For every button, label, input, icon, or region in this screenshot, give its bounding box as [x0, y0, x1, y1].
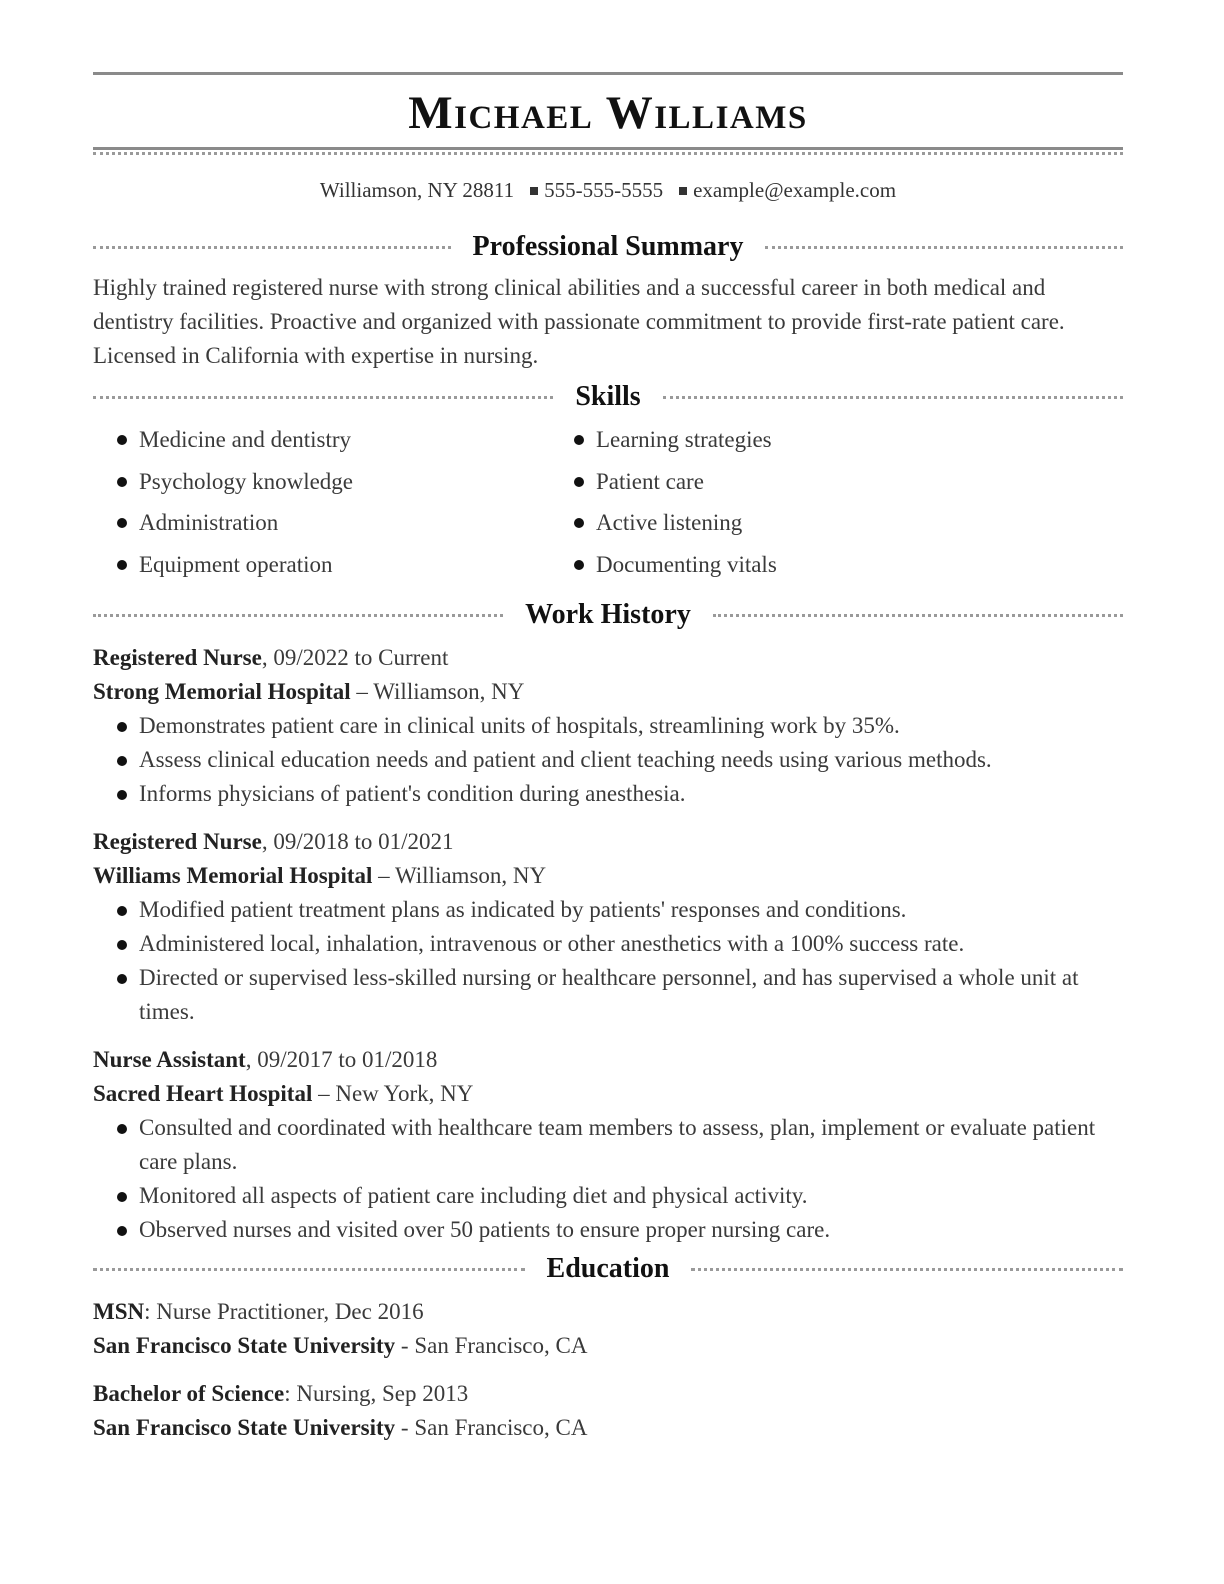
dotted-divider	[93, 1268, 525, 1271]
section-title: Work History	[525, 599, 691, 630]
degree-name: Bachelor of Science	[93, 1381, 285, 1406]
job-location: – Williamson, NY	[372, 863, 547, 888]
degree-detail: : Nursing, Sep 2013	[284, 1381, 469, 1406]
square-bullet-icon	[530, 187, 538, 195]
contact-line	[93, 177, 1123, 203]
job-employer-line	[93, 859, 1123, 893]
school-line	[93, 1411, 1123, 1445]
section-header-skills	[93, 379, 1123, 415]
school-name: San Francisco State University	[93, 1333, 396, 1358]
degree-line	[93, 1377, 1123, 1411]
job-title-line	[93, 825, 1123, 859]
dotted-divider	[765, 246, 1123, 249]
name-rule	[93, 147, 1123, 150]
job-employer: Strong Memorial Hospital	[93, 679, 351, 704]
degree-name: MSN	[93, 1299, 145, 1324]
resume-page	[93, 72, 1123, 1445]
skill-item: Equipment operation	[115, 544, 572, 586]
dotted-divider	[93, 396, 553, 399]
square-bullet-icon	[679, 187, 687, 195]
job-employer: Sacred Heart Hospital	[93, 1081, 313, 1106]
job-dates: , 09/2018 to 01/2021	[261, 829, 454, 854]
candidate-name: Michael Williams	[408, 87, 808, 139]
job-bullets	[93, 1111, 1123, 1247]
job-role: Registered Nurse	[93, 829, 262, 854]
dotted-divider	[663, 396, 1123, 399]
job-employer-line	[93, 675, 1123, 709]
skills-column-right	[572, 419, 777, 585]
education-entry	[93, 1377, 1123, 1445]
job-title-line	[93, 1043, 1123, 1077]
job-bullet: Monitored all aspects of patient care including diet and physical activity.	[115, 1179, 1123, 1213]
job-entry	[93, 641, 1123, 811]
skill-item: Psychology knowledge	[115, 461, 572, 503]
skill-item: Learning strategies	[572, 419, 777, 461]
job-bullet: Observed nurses and visited over 50 patients to ensure proper nursing care.	[115, 1213, 1123, 1247]
dotted-divider	[93, 246, 451, 249]
job-title-line	[93, 641, 1123, 675]
job-bullets	[93, 893, 1123, 1029]
section-title: Education	[546, 1253, 670, 1284]
skills-column-left	[115, 419, 572, 585]
school-name: San Francisco State University	[93, 1415, 396, 1440]
contact-email: example@example.com	[693, 178, 897, 202]
job-bullet: Demonstrates patient care in clinical units of hospitals, streamlining work by 35%.	[115, 709, 1123, 743]
job-employer: Williams Memorial Hospital	[93, 863, 373, 888]
contact-phone: 555-555-5555	[544, 178, 664, 202]
skill-item: Patient care	[572, 461, 777, 503]
job-role: Nurse Assistant	[93, 1047, 246, 1072]
job-entry	[93, 1043, 1123, 1247]
contact-location: Williamson, NY 28811	[319, 178, 515, 202]
school-location: - San Francisco, CA	[395, 1333, 588, 1358]
dotted-divider	[691, 1268, 1123, 1271]
job-location: – Williamson, NY	[350, 679, 525, 704]
section-title: Professional Summary	[472, 231, 744, 262]
job-bullet: Modified patient treatment plans as indicated by patients' responses and conditions.	[115, 893, 1123, 927]
skill-item: Documenting vitals	[572, 544, 777, 586]
skill-item: Medicine and dentistry	[115, 419, 572, 461]
job-entry	[93, 825, 1123, 1029]
name-dotted-rule	[93, 152, 1123, 155]
section-header-summary	[93, 229, 1123, 265]
section-header-work	[93, 597, 1123, 633]
job-bullet: Administered local, inhalation, intravenous or other anesthetics with a 100% success rate.	[115, 927, 1123, 961]
job-role: Registered Nurse	[93, 645, 262, 670]
job-bullet: Directed or supervised less-skilled nursing or healthcare personnel, and has supervised a whole unit at times.	[115, 961, 1123, 1029]
top-rule	[93, 72, 1123, 75]
education-entry	[93, 1295, 1123, 1363]
summary-text: Highly trained registered nurse with strong clinical abilities and a successful career in both medical and dentistry facilities. Proactive and organized with passionate commitment to provide first-rate patient care. Licensed in California with expertise in nursing.	[93, 275, 1065, 368]
job-bullet: Consulted and coordinated with healthcare team members to assess, plan, implement or evaluate patient care plans.	[115, 1111, 1123, 1179]
job-bullet: Assess clinical education needs and patient and client teaching needs using various methods.	[115, 743, 1123, 777]
degree-detail: : Nurse Practitioner, Dec 2016	[144, 1299, 424, 1324]
job-employer-line	[93, 1077, 1123, 1111]
school-location: - San Francisco, CA	[395, 1415, 588, 1440]
job-dates: , 09/2022 to Current	[261, 645, 449, 670]
skill-item: Active listening	[572, 502, 777, 544]
dotted-divider	[93, 614, 503, 617]
job-bullets	[93, 709, 1123, 811]
skills-grid	[93, 419, 1123, 585]
section-header-education	[93, 1251, 1123, 1287]
degree-line	[93, 1295, 1123, 1329]
job-location: – New York, NY	[312, 1081, 474, 1106]
job-dates: , 09/2017 to 01/2018	[245, 1047, 438, 1072]
dotted-divider	[713, 614, 1123, 617]
skill-item: Administration	[115, 502, 572, 544]
job-bullet: Informs physicians of patient's condition during anesthesia.	[115, 777, 1123, 811]
section-title: Skills	[575, 381, 641, 412]
school-line	[93, 1329, 1123, 1363]
